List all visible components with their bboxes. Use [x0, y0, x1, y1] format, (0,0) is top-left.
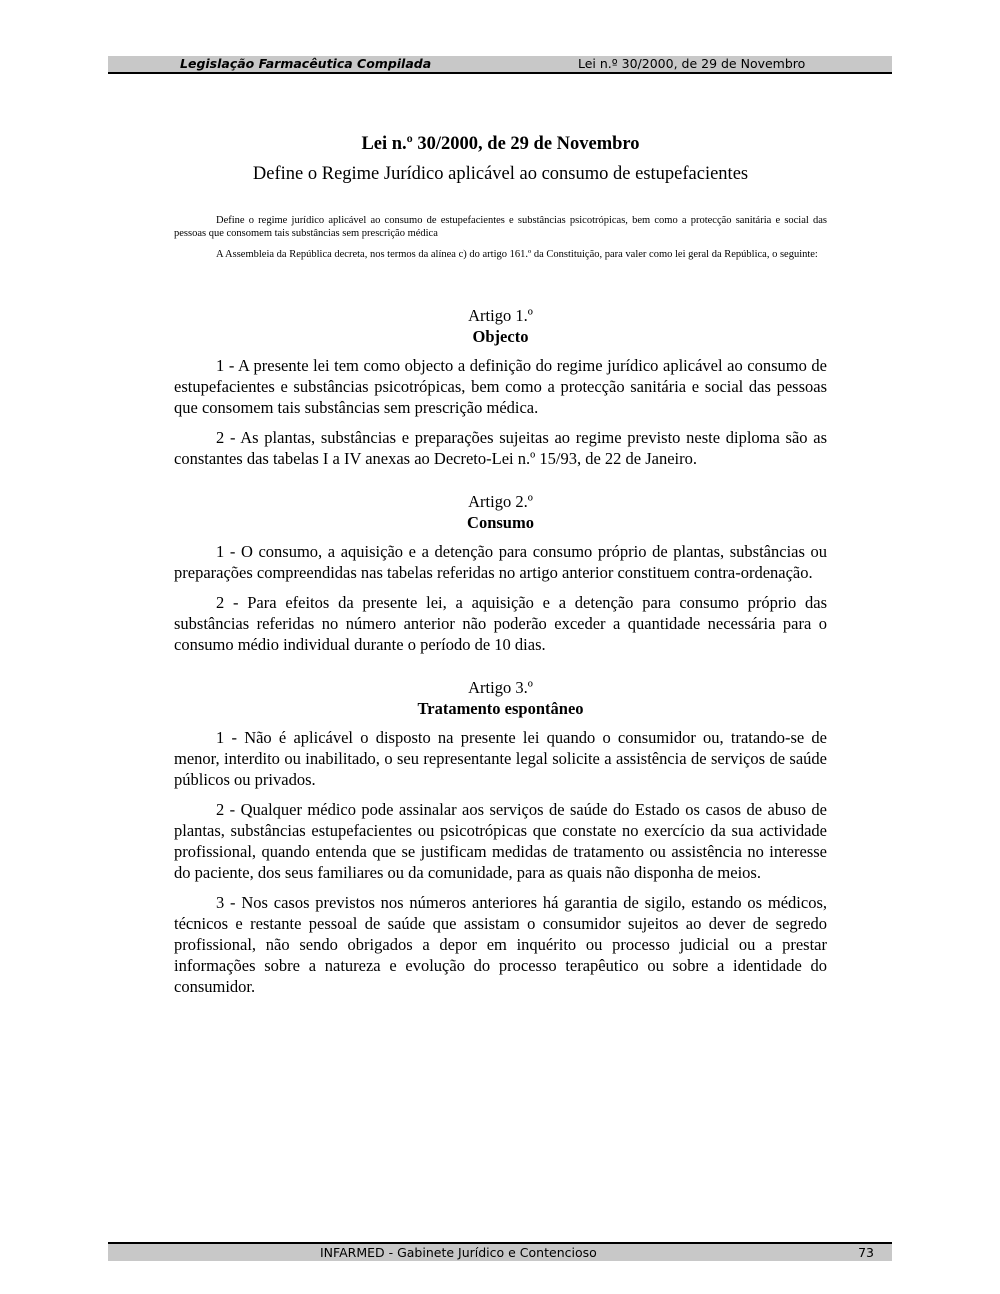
document-preamble: A Assembleia da República decreta, nos termos da alínea c) do artigo 161.º da Constituição, para valer como lei geral da República, o seguinte: [216, 249, 818, 260]
article-paragraph: 1 - A presente lei tem como objecto a definição do regime jurídico aplicável ao consumo de estupefacientes e substâncias psicotrópicas, bem como a protecção sanitária e social das pessoas que consomem tais substâncias sem prescrição médica. [174, 356, 827, 417]
article-paragraph: 2 - Para efeitos da presente lei, a aquisição e a detenção para consumo próprio das substâncias referidas no número anterior não poderão exceder a quantidade necessária para o consumo médio individual durante o período de 10 dias. [174, 593, 827, 654]
article-1 [174, 305, 827, 469]
document-body [174, 132, 827, 1006]
page-footer [108, 1242, 892, 1261]
page-header [108, 56, 892, 74]
article-number: Artigo 1.º [468, 306, 533, 325]
article-number: Artigo 2.º [468, 492, 533, 511]
footer-organization: INFARMED - Gabinete Jurídico e Contencioso [320, 1245, 597, 1260]
header-publication-title: Legislação Farmacêutica Compilada [180, 56, 432, 71]
article-title: Consumo [467, 513, 534, 532]
article-paragraph: 1 - Não é aplicável o disposto na presente lei quando o consumidor ou, tratando-se de menor, interdito ou inabilitado, o seu representante legal solicite a assistência de serviços de saúde públicos ou privados. [174, 728, 827, 789]
article-title: Tratamento espontâneo [417, 699, 584, 718]
article-title: Objecto [472, 327, 529, 346]
document-subtitle: Define o Regime Jurídico aplicável ao consumo de estupefacientes [252, 164, 749, 184]
article-3 [174, 677, 827, 997]
page-number: 73 [858, 1245, 874, 1260]
header-law-reference: Lei n.º 30/2000, de 29 de Novembro [578, 56, 806, 71]
article-paragraph: 2 - Qualquer médico pode assinalar aos serviços de saúde do Estado os casos de abuso de plantas, substâncias estupefacientes ou psicotrópicas que constate no exercício da sua actividade profissional, quando entenda que se justificam medidas de tratamento ou assistência no interesse do paciente, dos seus familiares ou da comunidade, para as quais não disponha de meios. [174, 800, 827, 882]
document-title: Lei n.º 30/2000, de 29 de Novembro [361, 134, 640, 154]
article-paragraph: 3 - Nos casos previstos nos números anteriores há garantia de sigilo, estando os médicos, técnicos e restante pessoal de saúde que assistam o consumidor sujeitos ao dever de segredo profissional, não sendo obrigados a depor em inquérito ou processo judicial ou a prestar informações sobre a natureza e evolução do processo terapêutico ou sobre a identidade do consumidor. [174, 893, 827, 996]
article-paragraph: 2 - As plantas, substâncias e preparações sujeitas ao regime previsto neste diploma são as constantes das tabelas I a IV anexas ao Decreto-Lei n.º 15/93, de 22 de Janeiro. [174, 428, 827, 468]
article-2 [174, 491, 827, 655]
article-number: Artigo 3.º [468, 678, 533, 697]
article-paragraph: 1 - O consumo, a aquisição e a detenção para consumo próprio de plantas, substâncias ou preparações compreendidas nas tabelas referidas no artigo anterior constituem contra-ordenação. [174, 542, 827, 582]
document-summary: Define o regime jurídico aplicável ao consumo de estupefacientes e substâncias psicotrópicas, bem como a protecção sanitária e social das pessoas que consomem tais substâncias sem prescrição médica [174, 215, 827, 239]
